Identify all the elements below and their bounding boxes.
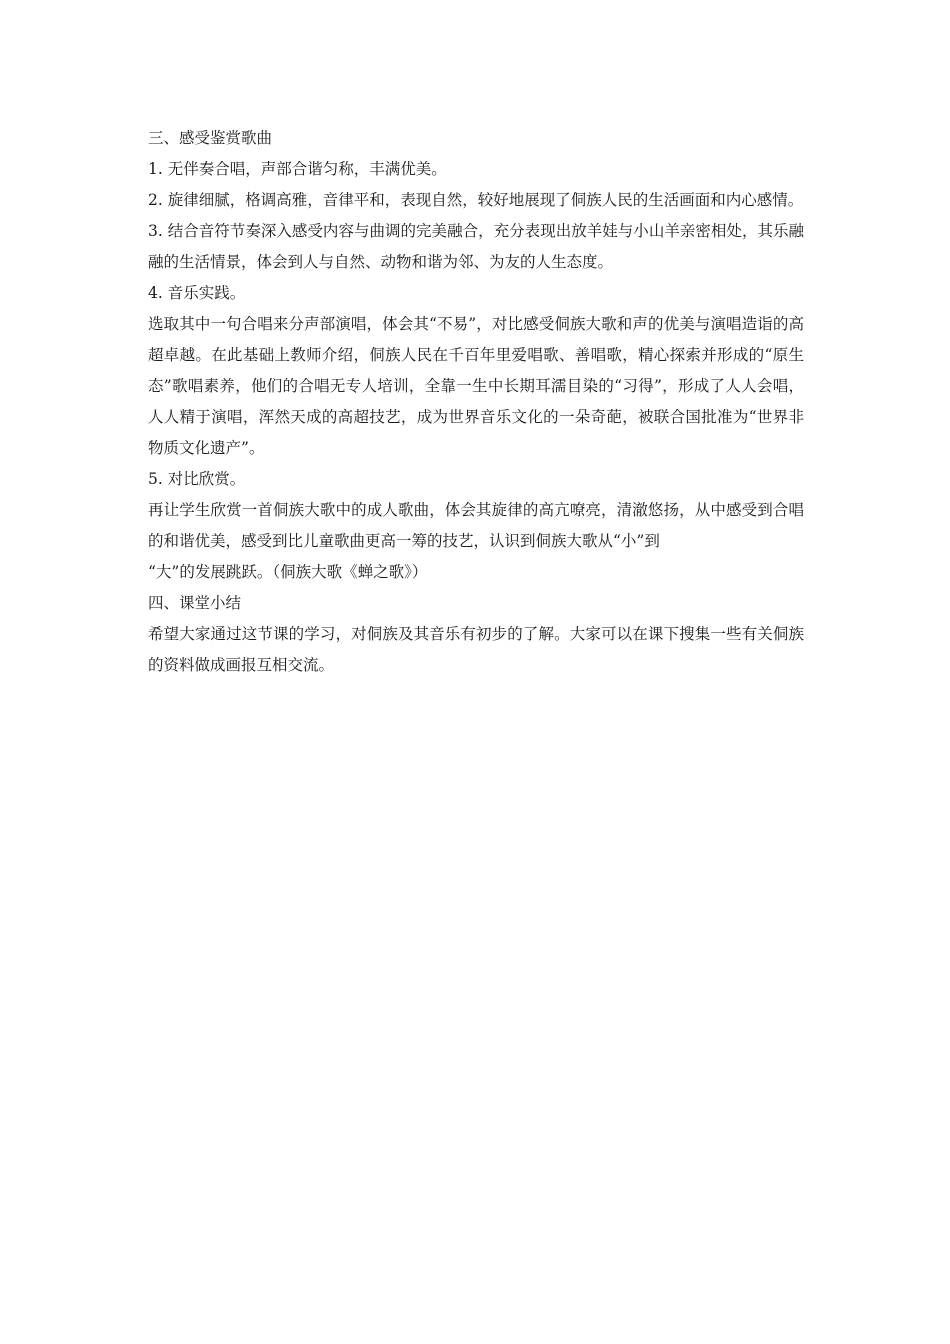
paragraph: “大”的发展跳跃。（侗族大歌《蝉之歌》） — [148, 563, 428, 581]
paragraph: 4. 音乐实践。 — [148, 284, 246, 302]
section-heading: 四、课堂小结 — [148, 594, 242, 612]
paragraph: 2. 旋律细腻，格调高雅，音律平和，表现自然，较好地展现了侗族人民的生活画面和内心感情。 — [148, 191, 804, 209]
paragraph: 选取其中一句合唱来分声部演唱，体会其“不易”，对比感受侗族大歌和声的优美与演唱造诣的高超卓越。在此基础上教师介绍，侗族人民在千百年里爱唱歌、善唱歌，精心探索并形成的“原生态”歌唱素养，他们的合唱无专人培训，全靠一生中长期耳濡目染的“习得”，形成了人人会唱，人人精于演唱，浑然天成的高超技艺，成为世界音乐文化的一朵奇葩，被联合国批准为“世界非物质文化遗产”。 — [148, 315, 804, 457]
document-body — [144, 123, 804, 681]
section-heading: 三、感受鉴赏歌曲 — [148, 129, 273, 147]
paragraph: 5. 对比欣赏。 — [148, 470, 246, 488]
paragraph: 3. 结合音符节奏深入感受内容与曲调的完美融合，充分表现出放羊娃与小山羊亲密相处，其乐融融的生活情景，体会到人与自然、动物和谐为邻、为友的人生态度。 — [148, 222, 804, 271]
paragraph: 再让学生欣赏一首侗族大歌中的成人歌曲，体会其旋律的高亢嘹亮，清澈悠扬，从中感受到合唱的和谐优美，感受到比儿童歌曲更高一筹的技艺，认识到侗族大歌从“小”到 — [148, 501, 804, 550]
paragraph: 希望大家通过这节课的学习，对侗族及其音乐有初步的了解。大家可以在课下搜集一些有关侗族的资料做成画报互相交流。 — [148, 625, 804, 674]
paragraph: 1. 无伴奏合唱，声部合谐匀称，丰满优美。 — [148, 160, 447, 178]
